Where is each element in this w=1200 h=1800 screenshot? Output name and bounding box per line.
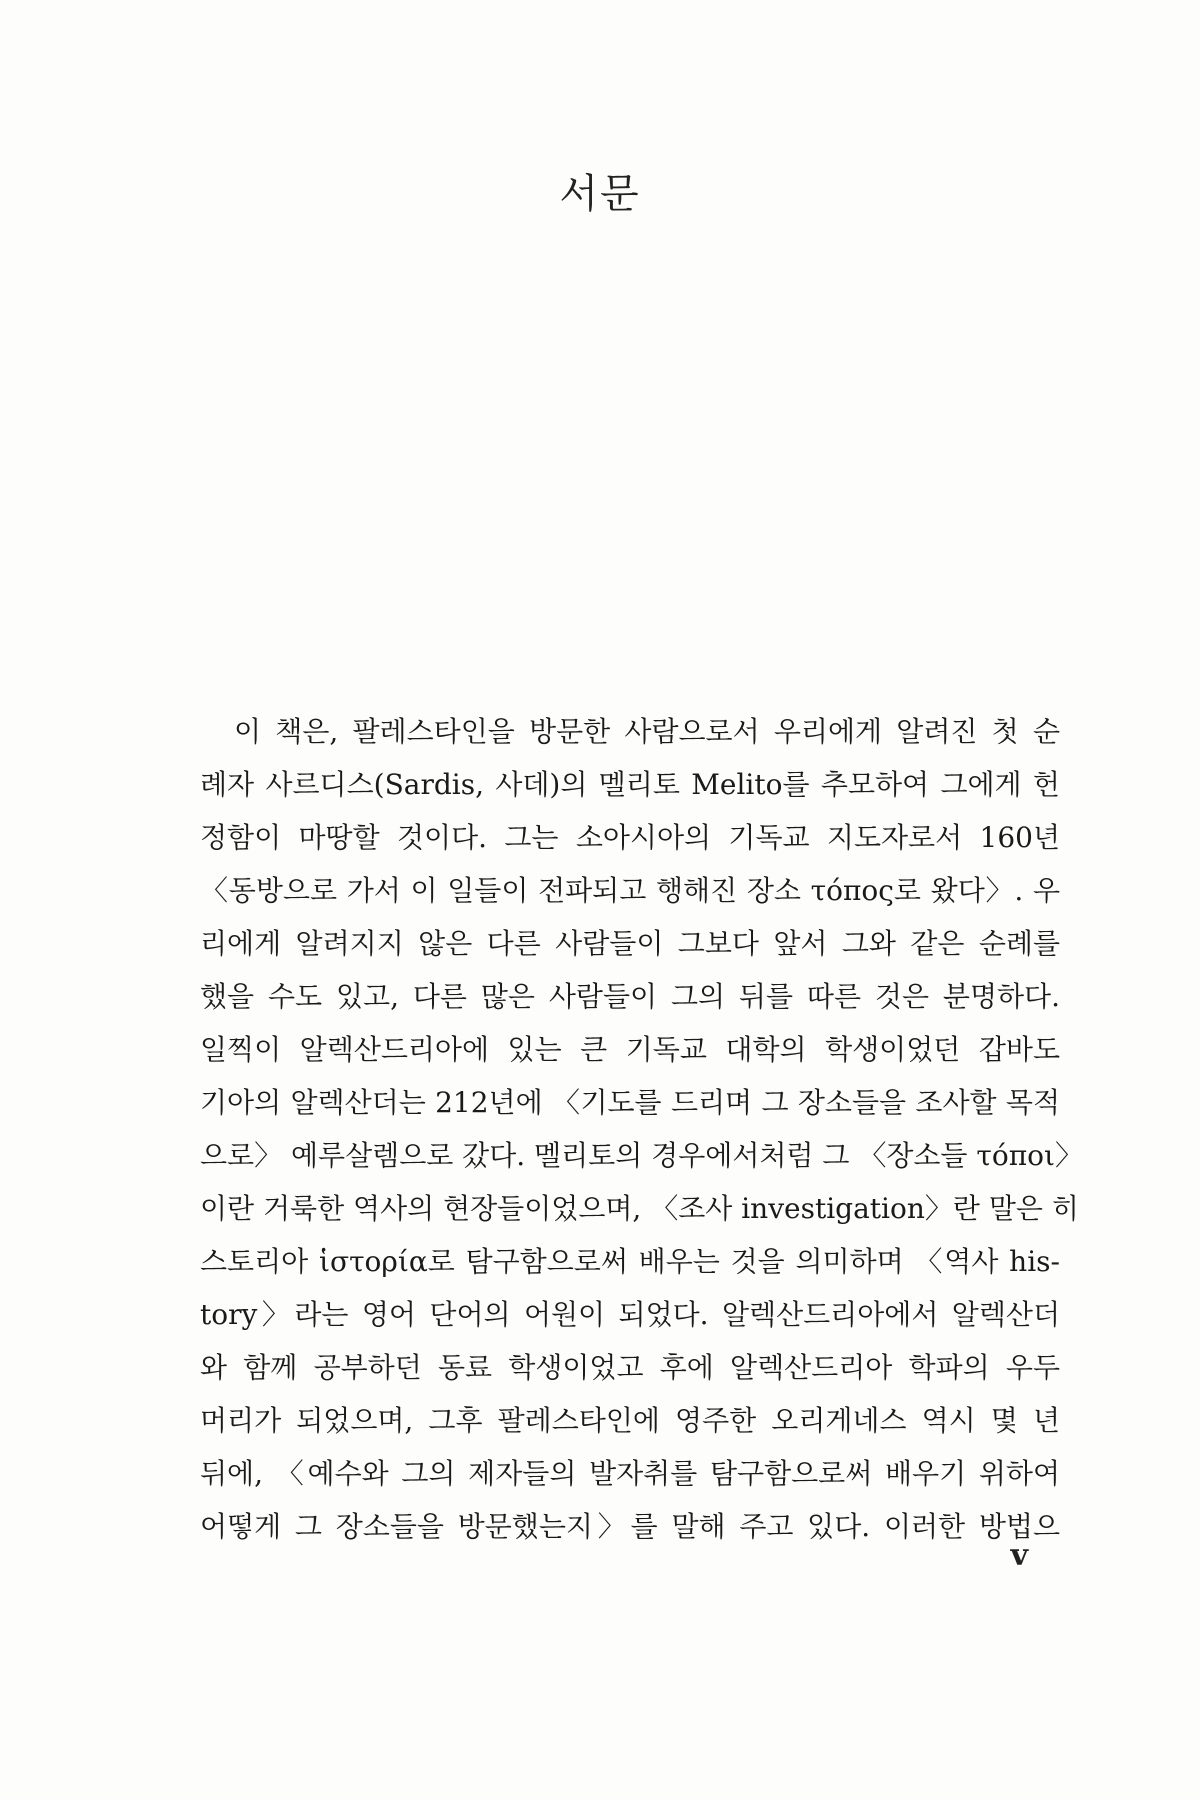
text-line: 〈동방으로 가서 이 일들이 전파되고 행해진 장소 τόπος로 왔다〉. 우 xyxy=(200,874,1060,907)
text-line: 스토리아 ἱστορία로 탐구함으로써 배우는 것을 의미하며 〈역사 his- xyxy=(200,1245,1060,1278)
text-line: 정함이 마땅할 것이다. 그는 소아시아의 기독교 지도자로서 160년 xyxy=(200,821,1060,854)
text-line: 머리가 되었으며, 그후 팔레스타인에 영주한 오리게네스 역시 몇 년 xyxy=(200,1404,1060,1437)
text-line: 으로〉 예루살렘으로 갔다. 멜리토의 경우에서처럼 그 〈장소들 τόποι〉 xyxy=(200,1139,1083,1172)
text-line: 이 책은, 팔레스타인을 방문한 사람으로서 우리에게 알려진 첫 순 xyxy=(234,715,1060,748)
text-line: 례자 사르디스(Sardis, 사데)의 멜리토 Melito를 추모하여 그에게 헌 xyxy=(200,768,1060,801)
body-paragraph xyxy=(200,705,1083,1553)
text-line: 어떻게 그 장소들을 방문했는지〉를 말해 주고 있다. 이러한 방법으 xyxy=(200,1510,1060,1543)
text-line: tory〉라는 영어 단어의 어원이 되었다. 알렉산드리아에서 알렉산더 xyxy=(200,1298,1060,1331)
text-line: 리에게 알려지지 않은 다른 사람들이 그보다 앞서 그와 같은 순례를 xyxy=(200,927,1060,960)
text-line: 일찍이 알렉산드리아에 있는 큰 기독교 대학의 학생이었던 갑바도 xyxy=(200,1033,1060,1066)
text-line: 기아의 알렉산더는 212년에 〈기도를 드리며 그 장소들을 조사할 목적 xyxy=(200,1086,1060,1119)
text-line: 했을 수도 있고, 다른 많은 사람들이 그의 뒤를 따른 것은 분명하다. xyxy=(200,980,1060,1013)
page-number: v xyxy=(1010,1538,1028,1573)
text-line: 와 함께 공부하던 동료 학생이었고 후에 알렉산드리아 학파의 우두 xyxy=(200,1351,1060,1384)
page-title: 서문 xyxy=(559,171,641,217)
text-line: 이란 거룩한 역사의 현장들이었으며, 〈조사 investigation〉란 말은 히 xyxy=(200,1192,1079,1225)
text-line: 뒤에, 〈예수와 그의 제자들의 발자취를 탐구함으로써 배우기 위하여 xyxy=(200,1457,1060,1490)
